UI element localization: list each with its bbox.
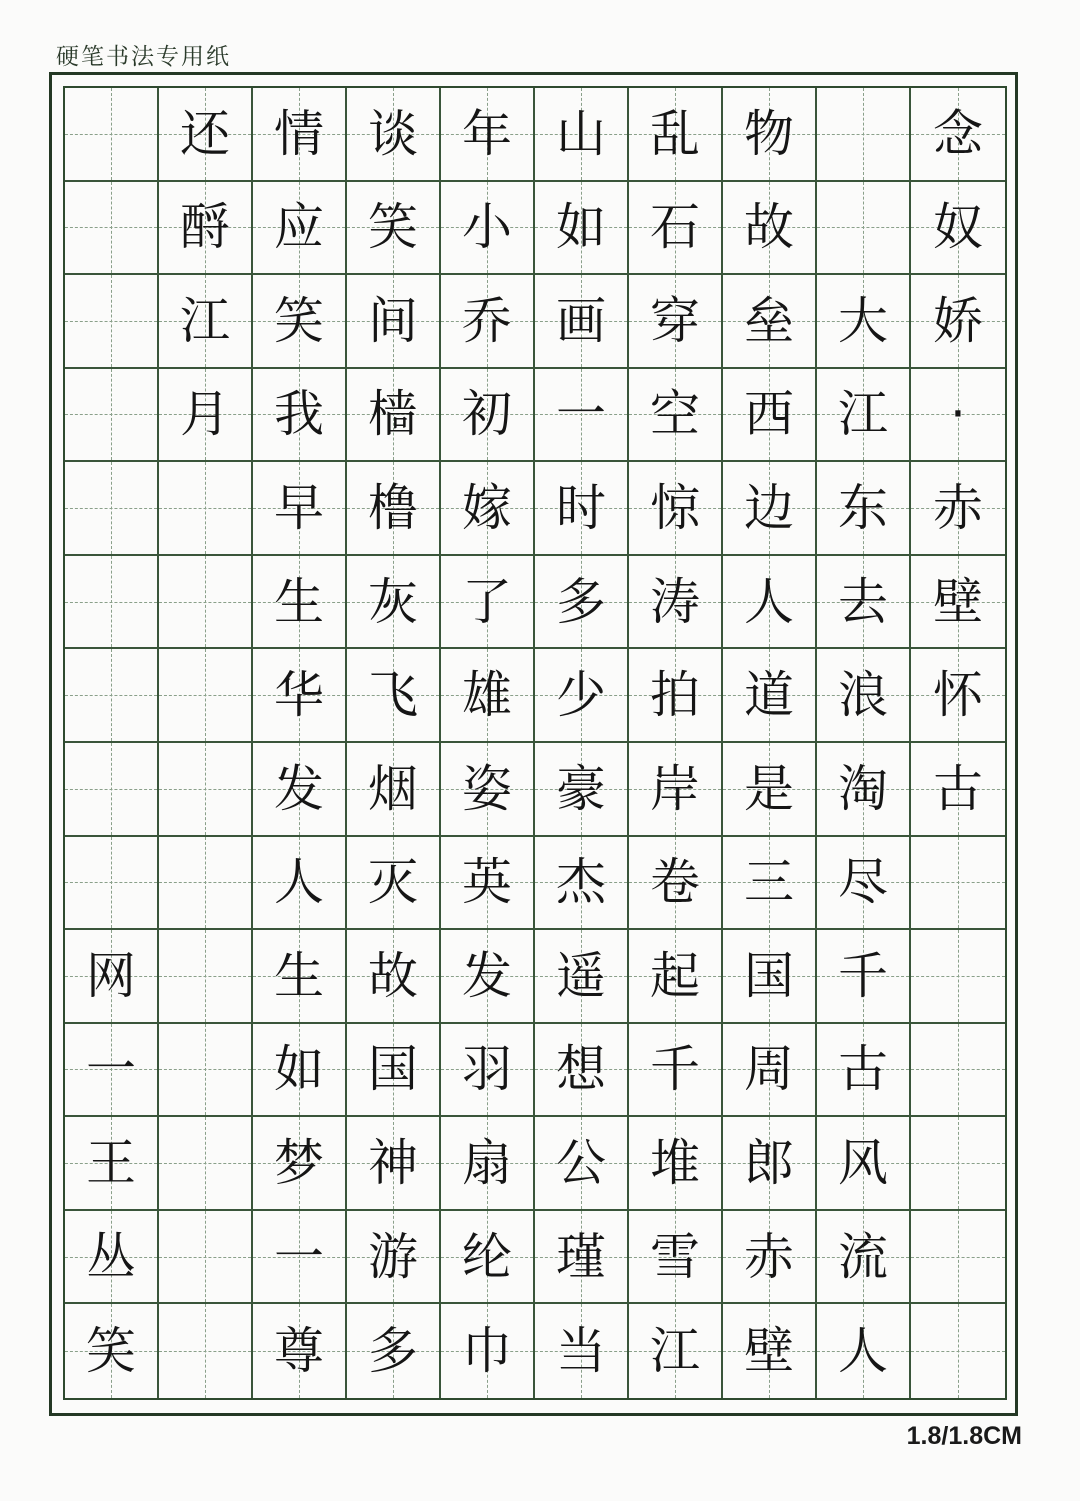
handwritten-character: 娇 — [933, 291, 983, 350]
handwritten-character: 笑 — [368, 198, 418, 257]
grid-cell — [253, 1211, 347, 1305]
grid-cell — [817, 275, 911, 369]
handwritten-character: 尽 — [838, 853, 888, 912]
grid-cell — [65, 743, 159, 837]
grid-cell — [723, 275, 817, 369]
handwritten-character: 发 — [462, 946, 512, 1005]
handwritten-character: 淘 — [838, 759, 888, 818]
grid-cell — [629, 1304, 723, 1398]
handwritten-character: 雪 — [650, 1227, 700, 1286]
handwritten-character: 生 — [274, 572, 324, 631]
grid-cell — [911, 182, 1005, 276]
grid-cell — [817, 462, 911, 556]
grid-cell — [253, 462, 347, 556]
grid-cell — [817, 743, 911, 837]
grid-cell — [441, 88, 535, 182]
grid-cell — [535, 275, 629, 369]
handwritten-character: 想 — [556, 1040, 606, 1099]
grid-cell — [253, 275, 347, 369]
grid-cell — [65, 275, 159, 369]
handwritten-character: 神 — [368, 1134, 418, 1193]
grid-cell — [817, 1304, 911, 1398]
handwritten-character: 酹 — [180, 198, 230, 257]
grid-cell — [817, 930, 911, 1024]
grid-cell — [535, 556, 629, 650]
handwritten-character: 垒 — [744, 291, 794, 350]
handwritten-character: 早 — [274, 479, 324, 538]
handwritten-character: 游 — [368, 1227, 418, 1286]
handwritten-character: 橹 — [368, 479, 418, 538]
handwritten-character: 岸 — [650, 759, 700, 818]
grid-cell — [253, 1304, 347, 1398]
grid-cell — [347, 930, 441, 1024]
grid-cell — [629, 275, 723, 369]
handwritten-character: 故 — [744, 198, 794, 257]
handwritten-character: 画 — [556, 291, 606, 350]
handwritten-character: 烟 — [368, 759, 418, 818]
grid-cell — [65, 182, 159, 276]
grid-cell — [159, 930, 253, 1024]
grid-cell — [629, 1117, 723, 1211]
grid-cell — [347, 88, 441, 182]
grid-cell — [817, 369, 911, 463]
grid-cell — [723, 649, 817, 743]
handwritten-character: 一 — [556, 385, 606, 444]
grid-cell — [65, 649, 159, 743]
handwritten-character: 人 — [744, 572, 794, 631]
grid-cell — [441, 837, 535, 931]
grid-cell — [347, 1211, 441, 1305]
handwritten-character: 怀 — [933, 666, 983, 725]
handwritten-character: 谈 — [368, 104, 418, 163]
handwritten-character: 古 — [838, 1040, 888, 1099]
grid-cell — [629, 1024, 723, 1118]
grid-cell — [159, 837, 253, 931]
writing-grid — [63, 86, 1007, 1400]
handwritten-character: 发 — [274, 759, 324, 818]
handwritten-character: 堆 — [650, 1134, 700, 1193]
grid-cell — [535, 1211, 629, 1305]
grid-cell — [629, 182, 723, 276]
handwritten-character: 我 — [274, 385, 324, 444]
grid-cell — [65, 1024, 159, 1118]
grid-cell — [535, 743, 629, 837]
grid-cell — [911, 1211, 1005, 1305]
handwritten-character: 小 — [462, 198, 512, 257]
grid-cell — [159, 1304, 253, 1398]
grid-cell — [159, 649, 253, 743]
grid-cell — [65, 556, 159, 650]
grid-cell — [159, 182, 253, 276]
grid-cell — [535, 369, 629, 463]
handwritten-character: 应 — [274, 198, 324, 257]
grid-cell — [65, 1304, 159, 1398]
grid-cell — [441, 1024, 535, 1118]
handwritten-character: 灭 — [368, 853, 418, 912]
grid-cell — [723, 930, 817, 1024]
grid-cell — [159, 1117, 253, 1211]
grid-cell — [347, 1117, 441, 1211]
grid-cell — [817, 837, 911, 931]
grid-cell — [441, 1117, 535, 1211]
grid-cell — [253, 837, 347, 931]
handwritten-character: 赤 — [744, 1227, 794, 1286]
handwritten-character: 初 — [462, 385, 512, 444]
handwritten-character: 笑 — [86, 1322, 136, 1381]
handwritten-character: 边 — [744, 479, 794, 538]
handwritten-character: 笑 — [274, 291, 324, 350]
grid-cell — [347, 1024, 441, 1118]
handwritten-character: 壁 — [744, 1322, 794, 1381]
handwritten-character: 千 — [838, 946, 888, 1005]
handwritten-character: 还 — [180, 104, 230, 163]
grid-cell — [629, 743, 723, 837]
grid-cell — [817, 88, 911, 182]
grid-cell — [723, 462, 817, 556]
handwritten-character: 卷 — [650, 853, 700, 912]
grid-cell — [535, 649, 629, 743]
handwritten-character: 年 — [462, 104, 512, 163]
handwritten-character: 雄 — [462, 666, 512, 725]
grid-cell — [723, 743, 817, 837]
grid-cell — [253, 930, 347, 1024]
handwritten-character: 三 — [744, 853, 794, 912]
handwritten-character: 国 — [368, 1040, 418, 1099]
handwritten-character: 穿 — [650, 291, 700, 350]
grid-cell — [159, 556, 253, 650]
grid-cell — [911, 837, 1005, 931]
grid-cell — [723, 1304, 817, 1398]
handwritten-character: 王 — [86, 1134, 136, 1193]
handwritten-character: 樯 — [368, 385, 418, 444]
grid-cell — [911, 649, 1005, 743]
grid-cell — [65, 1211, 159, 1305]
grid-cell — [347, 649, 441, 743]
handwritten-character: 国 — [744, 946, 794, 1005]
handwritten-character: 当 — [556, 1322, 606, 1381]
handwritten-character: 起 — [650, 946, 700, 1005]
handwritten-character: 江 — [180, 291, 230, 350]
grid-cell — [723, 369, 817, 463]
handwritten-character: 乔 — [462, 291, 512, 350]
grid-cell — [723, 88, 817, 182]
grid-cell — [723, 556, 817, 650]
handwritten-character: 巾 — [462, 1322, 512, 1381]
handwritten-character: 华 — [274, 666, 324, 725]
grid-cell — [347, 743, 441, 837]
grid-cell — [535, 462, 629, 556]
grid-cell — [911, 1117, 1005, 1211]
grid-cell — [253, 88, 347, 182]
grid-cell — [911, 462, 1005, 556]
grid-cell — [911, 275, 1005, 369]
handwritten-character: 扇 — [462, 1134, 512, 1193]
handwritten-character: 故 — [368, 946, 418, 1005]
grid-cell — [911, 743, 1005, 837]
handwritten-character: 涛 — [650, 572, 700, 631]
handwritten-character: 是 — [744, 759, 794, 818]
handwritten-character: 石 — [650, 198, 700, 257]
handwritten-character: 郎 — [744, 1134, 794, 1193]
handwritten-character: 人 — [838, 1322, 888, 1381]
handwritten-character: 浪 — [838, 666, 888, 725]
grid-cell — [817, 649, 911, 743]
handwritten-character: 嫁 — [462, 479, 512, 538]
grid-cell — [441, 743, 535, 837]
grid-cell — [65, 88, 159, 182]
handwritten-character: 丛 — [86, 1227, 136, 1286]
grid-cell — [629, 649, 723, 743]
grid-cell — [347, 369, 441, 463]
grid-cell — [817, 556, 911, 650]
handwritten-character: 物 — [744, 104, 794, 163]
grid-cell — [159, 462, 253, 556]
grid-cell — [629, 88, 723, 182]
grid-cell — [347, 837, 441, 931]
grid-cell — [911, 556, 1005, 650]
grid-cell — [253, 743, 347, 837]
handwritten-character: 去 — [838, 572, 888, 631]
handwritten-character: 道 — [744, 666, 794, 725]
grid-cell — [535, 1117, 629, 1211]
grid-cell — [253, 1024, 347, 1118]
grid-cell — [535, 1024, 629, 1118]
grid-cell — [159, 1211, 253, 1305]
handwritten-character: 少 — [556, 666, 606, 725]
grid-cell — [817, 1024, 911, 1118]
grid-cell — [535, 182, 629, 276]
grid-cell — [65, 369, 159, 463]
grid-cell — [253, 649, 347, 743]
handwritten-character: 了 — [462, 572, 512, 631]
grid-cell — [817, 1117, 911, 1211]
grid-cell — [253, 369, 347, 463]
handwritten-character: 飞 — [368, 666, 418, 725]
grid-cell — [253, 1117, 347, 1211]
grid-cell — [723, 1117, 817, 1211]
paper-title: 硬笔书法专用纸 — [56, 44, 231, 70]
grid-cell — [347, 1304, 441, 1398]
grid-cell — [65, 837, 159, 931]
grid-cell — [723, 182, 817, 276]
handwritten-character: 姿 — [462, 759, 512, 818]
grid-cell — [441, 1211, 535, 1305]
handwritten-character: 如 — [556, 198, 606, 257]
handwritten-character: 壁 — [933, 572, 983, 631]
grid-cell — [911, 88, 1005, 182]
grid-cell — [535, 88, 629, 182]
grid-cell — [159, 1024, 253, 1118]
handwritten-character: 古 — [933, 759, 983, 818]
handwritten-character: 流 — [838, 1227, 888, 1286]
handwritten-character: 时 — [556, 479, 606, 538]
handwritten-character: · — [950, 385, 966, 444]
grid-cell — [535, 837, 629, 931]
handwritten-character: 千 — [650, 1040, 700, 1099]
handwritten-character: 羽 — [462, 1040, 512, 1099]
handwritten-character: 月 — [180, 385, 230, 444]
handwritten-character: 江 — [650, 1322, 700, 1381]
handwritten-character: 多 — [368, 1322, 418, 1381]
handwritten-character: 瑾 — [556, 1227, 606, 1286]
handwritten-character: 乱 — [650, 104, 700, 163]
handwritten-character: 奴 — [933, 198, 983, 257]
handwritten-character: 网 — [86, 946, 136, 1005]
grid-cell — [629, 369, 723, 463]
grid-cell — [911, 930, 1005, 1024]
grid-cell — [723, 1024, 817, 1118]
handwritten-character: 公 — [556, 1134, 606, 1193]
handwritten-character: 遥 — [556, 946, 606, 1005]
handwritten-character: 生 — [274, 946, 324, 1005]
handwritten-character: 情 — [274, 104, 324, 163]
grid-cell — [159, 88, 253, 182]
handwritten-character: 如 — [274, 1040, 324, 1099]
handwritten-character: 西 — [744, 385, 794, 444]
handwritten-character: 多 — [556, 572, 606, 631]
handwritten-character: 纶 — [462, 1227, 512, 1286]
handwritten-character: 空 — [650, 385, 700, 444]
grid-cell — [159, 275, 253, 369]
grid-cell — [629, 930, 723, 1024]
handwritten-character: 念 — [933, 104, 983, 163]
handwritten-character: 英 — [462, 853, 512, 912]
handwritten-character: 一 — [86, 1040, 136, 1099]
grid-cell — [629, 837, 723, 931]
grid-cell — [911, 1024, 1005, 1118]
grid-cell — [723, 1211, 817, 1305]
grid-cell — [441, 182, 535, 276]
grid-cell — [159, 369, 253, 463]
grid-cell — [441, 649, 535, 743]
handwritten-character: 一 — [274, 1227, 324, 1286]
grid-cell — [347, 462, 441, 556]
handwritten-character: 梦 — [274, 1134, 324, 1193]
grid-cell — [629, 1211, 723, 1305]
grid-cell — [253, 556, 347, 650]
handwritten-character: 周 — [744, 1040, 794, 1099]
grid-cell — [441, 1304, 535, 1398]
grid-cell — [629, 556, 723, 650]
grid-cell — [911, 1304, 1005, 1398]
handwritten-character: 间 — [368, 291, 418, 350]
grid-size-label: 1.8/1.8CM — [906, 1422, 1022, 1450]
handwritten-character: 风 — [838, 1134, 888, 1193]
grid-cell — [65, 462, 159, 556]
handwritten-character: 人 — [274, 853, 324, 912]
grid-cell — [253, 182, 347, 276]
handwritten-character: 赤 — [933, 479, 983, 538]
grid-cell — [65, 1117, 159, 1211]
grid-cell — [441, 930, 535, 1024]
grid-cell — [535, 930, 629, 1024]
handwritten-character: 山 — [556, 104, 606, 163]
grid-cell — [911, 369, 1005, 463]
handwritten-character: 拍 — [650, 666, 700, 725]
grid-cell — [65, 930, 159, 1024]
grid-cell — [629, 462, 723, 556]
grid-cell — [441, 556, 535, 650]
handwritten-character: 豪 — [556, 759, 606, 818]
handwritten-character: 惊 — [650, 479, 700, 538]
grid-cell — [441, 275, 535, 369]
handwritten-character: 大 — [838, 291, 888, 350]
grid-cell — [347, 556, 441, 650]
grid-cell — [347, 182, 441, 276]
grid-cell — [535, 1304, 629, 1398]
handwritten-character: 杰 — [556, 853, 606, 912]
grid-cell — [159, 743, 253, 837]
handwritten-character: 灰 — [368, 572, 418, 631]
grid-cell — [817, 182, 911, 276]
handwritten-character: 尊 — [274, 1322, 324, 1381]
grid-cell — [441, 369, 535, 463]
handwritten-character: 东 — [838, 479, 888, 538]
grid-cell — [441, 462, 535, 556]
grid-cell — [347, 275, 441, 369]
grid-cell — [723, 837, 817, 931]
handwritten-character: 江 — [838, 385, 888, 444]
grid-cell — [817, 1211, 911, 1305]
